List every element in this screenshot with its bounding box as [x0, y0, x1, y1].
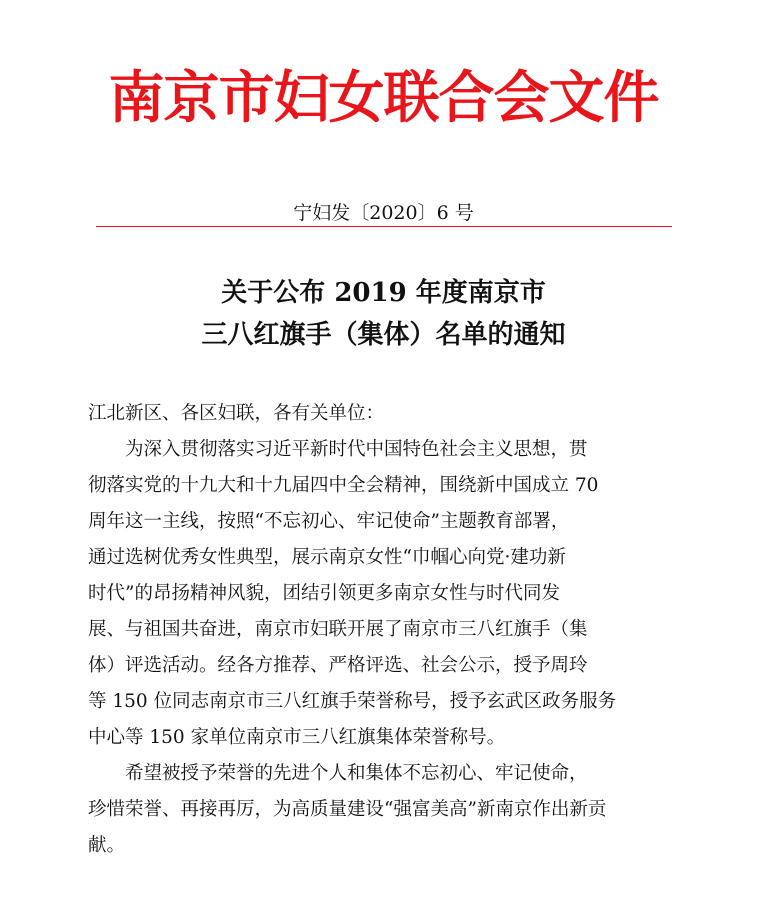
- body-line: 通过选树优秀女性典型，展示南京女性“巾帼心向党·建功新: [88, 547, 566, 568]
- document-body: [88, 396, 688, 864]
- body-line: 时代”的昂扬精神风貌，团结引领更多南京女性与时代同发: [88, 583, 560, 604]
- red-divider-line: [96, 226, 672, 227]
- body-line: 为深入贯彻落实习近平新时代中国特色社会主义思想，贯: [125, 439, 588, 460]
- body-line: 献。: [88, 835, 126, 856]
- body-line: 等 150 位同志南京市三八红旗手荣誉称号，授予玄武区政务服务: [88, 691, 617, 712]
- body-line: 中心等 150 家单位南京市三八红旗集体荣誉称号。: [88, 727, 506, 748]
- body-line: 体）评选活动。经各方推荐、严格评选、社会公示，授予周玲: [88, 655, 588, 676]
- document-title: [0, 272, 767, 356]
- body-line: 展、与祖国共奋进，南京市妇联开展了南京市三八红旗手（集: [88, 619, 588, 640]
- title-line-1: 关于公布 2019 年度南京市: [221, 278, 546, 308]
- body-line: 希望被授予荣誉的先进个人和集体不忘初心、牢记使命，: [125, 763, 588, 784]
- document-number: 宁妇发〔2020〕6 号: [293, 202, 474, 224]
- salutation: 江北新区、各区妇联，各有关单位：: [88, 403, 385, 424]
- title-line-2: 三八红旗手（集体）名单的通知: [201, 320, 566, 350]
- body-line: 彻落实党的十九大和十九届四中全会精神，围绕新中国成立 70: [88, 475, 599, 496]
- document-masthead: 南京市妇女联合会文件: [108, 65, 659, 131]
- body-line: 周年这一主线，按照“不忘初心、牢记使命”主题教育部署，: [88, 511, 570, 532]
- body-line: 珍惜荣誉、再接再厉，为高质量建设“强富美高”新南京作出新贡: [88, 799, 607, 820]
